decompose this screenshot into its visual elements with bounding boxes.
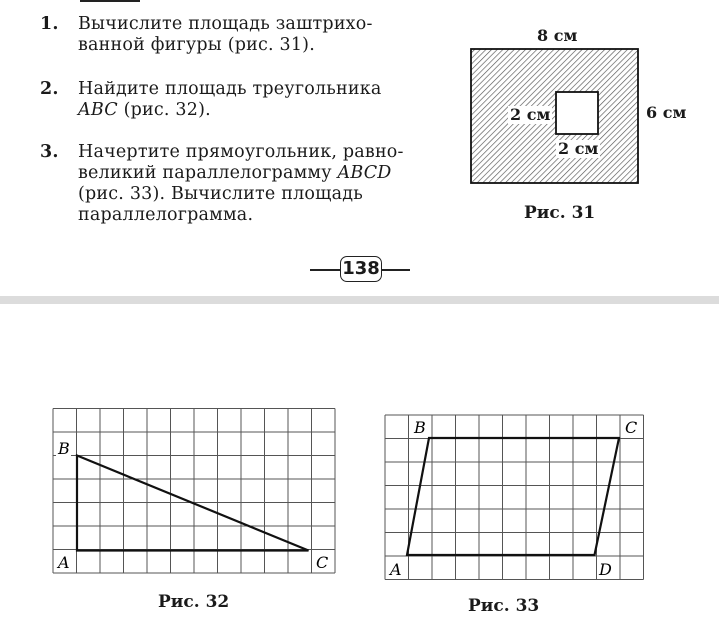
book-page-top xyxy=(0,0,719,296)
page-number-rule-left xyxy=(310,269,340,271)
figure-31-caption: Рис. 31 xyxy=(524,203,596,223)
point-a-label: A xyxy=(390,560,402,579)
point-a-label: A xyxy=(58,553,70,572)
parallelogram-abcd xyxy=(407,438,619,555)
task-2 xyxy=(40,79,460,121)
point-c-label: C xyxy=(625,418,638,437)
point-b-label: B xyxy=(414,418,426,437)
triangle-name: ABC xyxy=(78,100,118,120)
page-number-block xyxy=(310,256,410,282)
book-page-bottom xyxy=(0,304,719,636)
task-line xyxy=(78,163,460,184)
task-3 xyxy=(40,142,460,226)
point-c-label: C xyxy=(316,553,329,572)
page-number: 138 xyxy=(340,256,382,282)
task-line: ванной фигуры (рис. 31). xyxy=(78,35,315,55)
outer-height-label: 6 см xyxy=(646,103,687,122)
outer-rectangle xyxy=(471,49,638,183)
figure-33-caption: Рис. 33 xyxy=(468,596,540,616)
task-line: Найдите площадь треугольника xyxy=(78,79,382,99)
figure-31 xyxy=(470,48,640,188)
grid-32 xyxy=(53,409,335,574)
task-line: Вычислите площадь заштрихо- xyxy=(78,14,373,34)
outer-width-label: 8 см xyxy=(537,26,578,45)
inner-square xyxy=(556,92,598,134)
task-line-part: великий параллелограмму xyxy=(78,163,338,183)
page-number-rule-right xyxy=(382,269,410,271)
task-line xyxy=(78,100,460,121)
inner-width-label: 2 см xyxy=(510,105,551,124)
figure-32 xyxy=(50,408,340,582)
top-rule xyxy=(80,0,140,2)
figure-33 xyxy=(384,414,644,582)
inner-height-label: 2 см xyxy=(558,139,599,158)
task-line: (рис. 33). Вычислите площадь xyxy=(78,184,363,204)
task-number: 3. xyxy=(40,142,59,162)
task-number: 1. xyxy=(40,14,59,34)
task-line: Начертите прямоугольник, равно- xyxy=(78,142,404,162)
point-d-label: D xyxy=(599,560,612,579)
figure-ref: (рис. 32). xyxy=(117,100,211,120)
figure-32-caption: Рис. 32 xyxy=(158,592,230,612)
task-1 xyxy=(40,14,460,56)
page-divider xyxy=(0,296,719,304)
task-number: 2. xyxy=(40,79,59,99)
parallelogram-name: ABCD xyxy=(337,163,392,183)
task-line: параллелограмма. xyxy=(78,205,254,225)
point-b-label: B xyxy=(58,439,70,458)
